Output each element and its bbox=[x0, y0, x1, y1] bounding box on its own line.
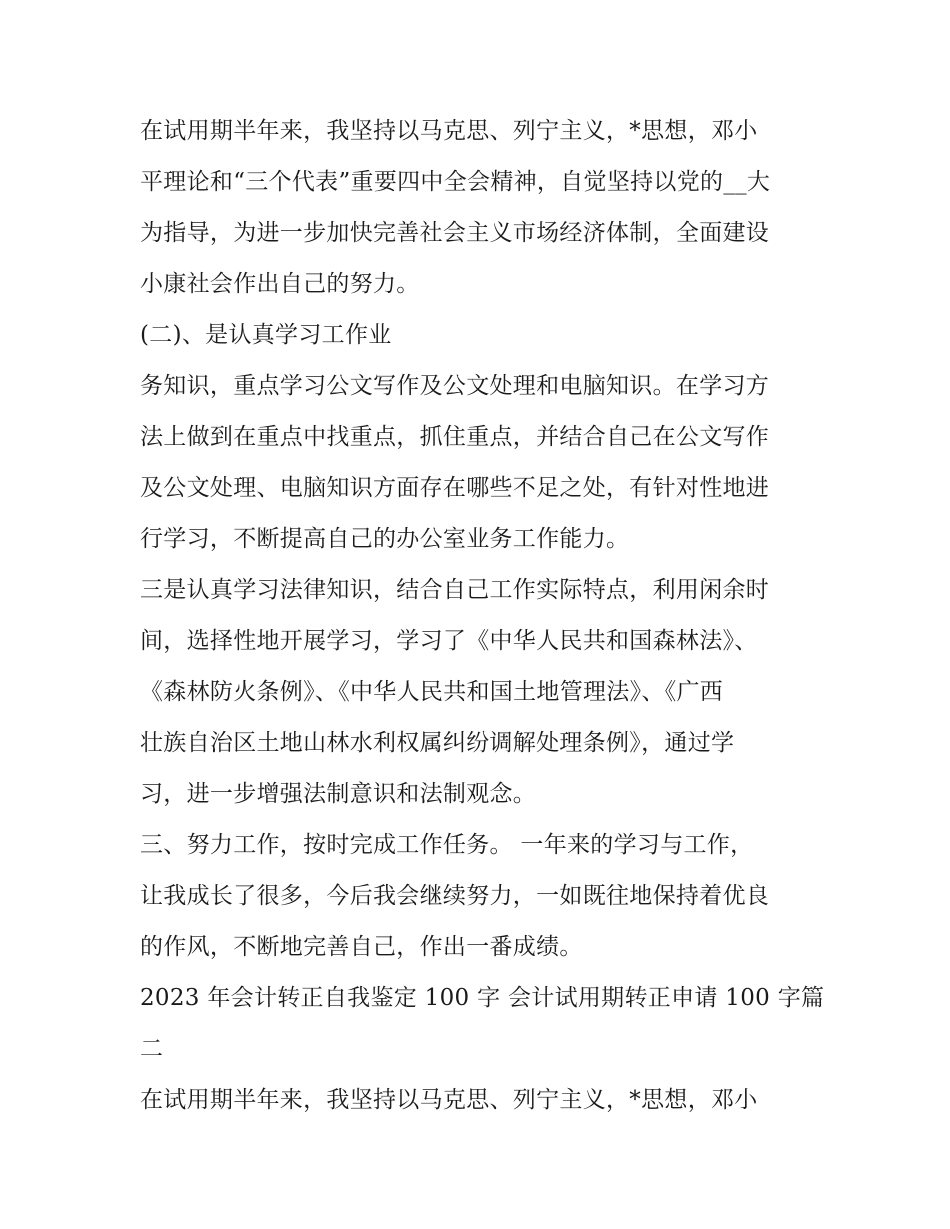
text-line: 三、努力工作，按时完成工作任务。 一年来的学习与工作， bbox=[140, 832, 754, 858]
text-line: 三是认真学习法律知识，结合自己工作实际特点，利用闲余时 bbox=[140, 577, 770, 603]
text-line: 法上做到在重点中找重点，抓住重点，并结合自己在公文写作 bbox=[140, 424, 770, 450]
text-line: 习，进一步增强法制意识和法制观念。 bbox=[140, 781, 537, 807]
text-line: 为指导，为进一步加快完善社会主义市场经济体制，全面建设 bbox=[140, 220, 770, 246]
text-line: 《森林防火条例》、《中华人民共和国土地管理法》、《广西 bbox=[140, 679, 724, 705]
article-title: 二 bbox=[140, 1036, 164, 1062]
document-body bbox=[140, 106, 825, 1126]
text-line: 间，选择性地开展学习，学习了《中华人民共和国森林法》、 bbox=[140, 628, 758, 654]
section-heading: (二)、是认真学习工作业 bbox=[140, 322, 392, 348]
text-line: 行学习，不断提高自己的办公室业务工作能力。 bbox=[140, 526, 630, 552]
text-line: 的作风，不断地完善自己，作出一番成绩。 bbox=[140, 934, 583, 960]
text-line: 及公文处理、电脑知识方面存在哪些不足之处，有针对性地进 bbox=[140, 475, 770, 501]
text-line: 小康社会作出自己的努力。 bbox=[140, 271, 420, 297]
text-line: 平理论和“三个代表”重要四中全会精神，自觉坚持以党的__大 bbox=[140, 169, 771, 195]
article-title: 2023 年会计转正自我鉴定 100 字 会计试用期转正申请 100 字篇 bbox=[140, 985, 825, 1011]
text-line: 务知识，重点学习公文写作及公文处理和电脑知识。在学习方 bbox=[140, 373, 770, 399]
text-line: 在试用期半年来，我坚持以马克思、列宁主义，*思想，邓小 bbox=[140, 118, 758, 144]
text-line: 壮族自治区土地山林水利权属纠纷调解处理条例》，通过学 bbox=[140, 730, 735, 756]
text-line: 在试用期半年来，我坚持以马克思、列宁主义，*思想，邓小 bbox=[140, 1087, 758, 1113]
text-line: 让我成长了很多，今后我会继续努力，一如既往地保持着优良 bbox=[140, 883, 770, 909]
